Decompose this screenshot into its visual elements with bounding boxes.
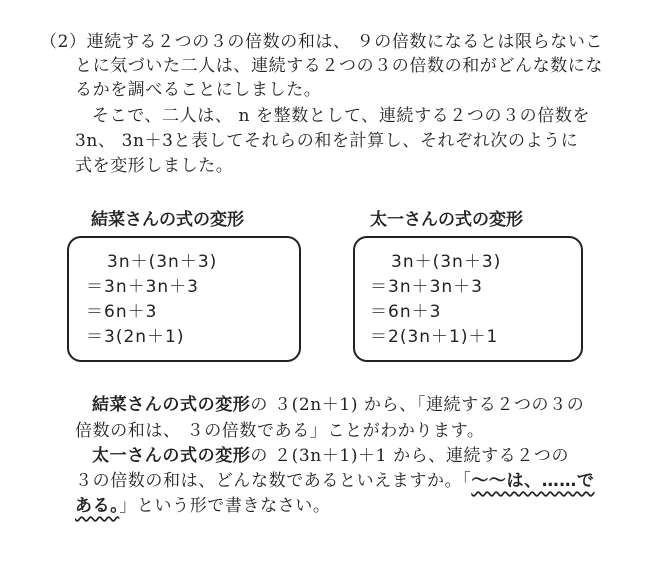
intro-line-1: （2）連続する２つの３の倍数の和は、 ９の倍数になるとは限らないこ (40, 32, 604, 52)
intro-line-4: そこで、二人は、 n を整数として、連続する２つの３の倍数を (92, 106, 591, 126)
para2-line-3 (92, 445, 569, 467)
intro-line-3: るかを調べることにしました。 (75, 80, 322, 100)
taichi-line-2: ＝3n＋3n＋3 (370, 277, 483, 297)
para2-line-3-rest: の ２(3n＋1)＋1 から、連続する２つの (250, 446, 570, 466)
para2-line-1 (92, 394, 584, 416)
para2-line-5-rest: 」という形で書きなさい。 (119, 496, 331, 516)
yuna-line-2: ＝3n＋3n＋3 (86, 277, 199, 297)
answer-format-part-2: ある。 (75, 496, 120, 516)
intro-line-2: とに気づいた二人は、連続する２つの３の倍数の和がどんな数にな (75, 56, 603, 76)
yuna-line-3: ＝6n＋3 (86, 302, 158, 322)
intro-line-5: 3n、 3n＋3と表してそれらの和を計算し、それぞれ次のように (75, 131, 579, 151)
para2-line-4 (75, 470, 595, 492)
intro-line-6: 式を変形しました。 (75, 156, 234, 176)
answer-format-part-1: 〜〜は、……で (471, 471, 595, 491)
taichi-line-4: ＝2(3n＋1)＋1 (370, 327, 499, 347)
taichi-reference: 太一さんの式の変形 (92, 446, 251, 466)
taichi-box (353, 236, 583, 362)
taichi-line-1: 3n＋(3n＋3) (391, 252, 502, 272)
yuna-line-1: 3n＋(3n＋3) (107, 252, 218, 272)
para2-line-1-rest: の ３(2n＋1) から、「連続する２つの３の (250, 395, 585, 415)
taichi-title: 太一さんの式の変形 (370, 210, 523, 230)
yuna-title: 結菜さんの式の変形 (91, 210, 244, 230)
para2-line-5 (75, 495, 331, 517)
para2-line-2: 倍数の和は、 ３の倍数である」ことがわかります。 (75, 421, 485, 441)
para2-line-4-pre: ３の倍数の和は、どんな数であるといえますか。「 (75, 471, 472, 491)
yuna-box (67, 236, 301, 362)
yuna-reference: 結菜さんの式の変形 (92, 395, 251, 415)
taichi-line-3: ＝6n＋3 (370, 302, 442, 322)
yuna-line-4: ＝3(2n＋1) (86, 327, 185, 347)
